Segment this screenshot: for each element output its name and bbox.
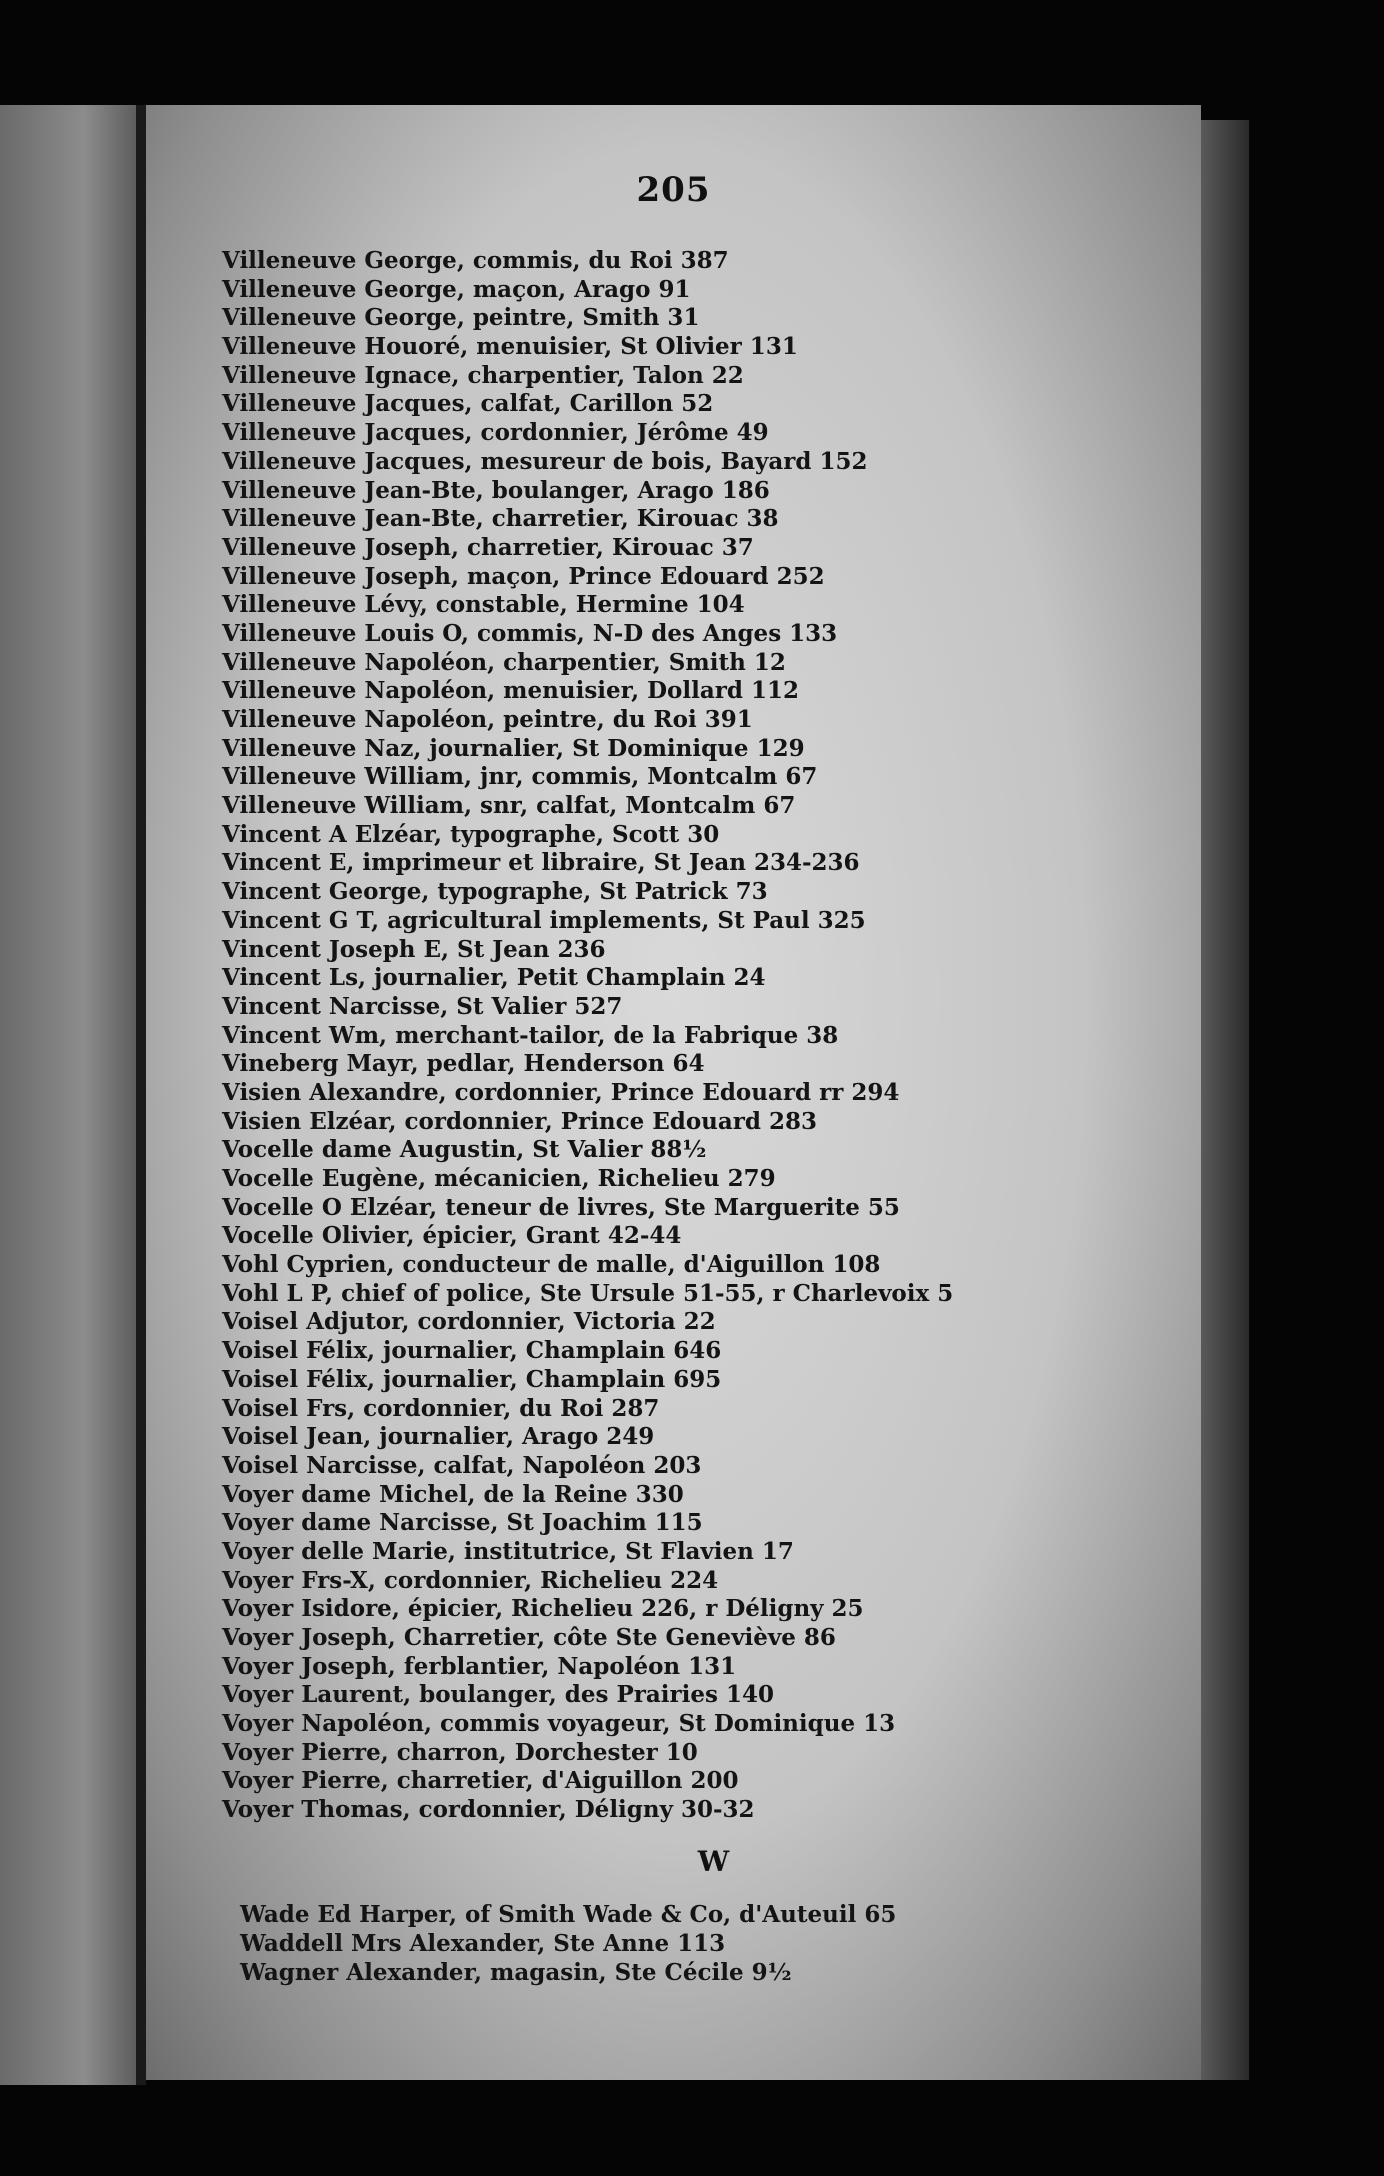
directory-entry: Villeneuve Napoléon, peintre, du Roi 391: [222, 706, 753, 733]
directory-entry: Villeneuve Lévy, constable, Hermine 104: [222, 591, 745, 619]
directory-entry: Voyer Napoléon, commis voyageur, St Dominique 13: [222, 1710, 896, 1738]
directory-entry: Villeneuve Jacques, cordonnier, Jérôme 49: [222, 419, 769, 447]
directory-entry: Voyer Joseph, ferblantier, Napoléon 131: [222, 1652, 737, 1680]
directory-entry: Villeneuve William, jnr, commis, Montcalm 67: [222, 763, 818, 791]
directory-entry: Vincent Ls, journalier, Petit Champlain 24: [222, 964, 766, 992]
directory-entry: Vohl L P, chief of police, Ste Ursule 51-55, r Charlevoix 5: [222, 1279, 954, 1307]
directory-entry: Voisel Adjutor, cordonnier, Victoria 22: [222, 1308, 716, 1336]
directory-entry: Wagner Alexander, magasin, Ste Cécile 9½: [240, 1959, 792, 1986]
directory-entry: Vincent A Elzéar, typographe, Scott 30: [222, 820, 720, 848]
directory-entry: Vocelle dame Augustin, St Valier 88½: [222, 1136, 707, 1164]
directory-entry: Vocelle Eugène, mécanicien, Richelieu 279: [222, 1165, 776, 1192]
directory-entry: Voisel Narcisse, calfat, Napoléon 203: [222, 1451, 702, 1479]
directory-entry: Voisel Jean, journalier, Arago 249: [222, 1423, 655, 1451]
directory-entry: Vincent Joseph E, St Jean 236: [222, 935, 606, 963]
directory-entry: Vohl Cyprien, conducteur de malle, d'Aiguillon 108: [222, 1251, 881, 1279]
directory-entry: Voyer Thomas, cordonnier, Déligny 30-32: [222, 1796, 755, 1824]
directory-entry: Vocelle O Elzéar, teneur de livres, Ste Marguerite 55: [222, 1193, 900, 1221]
directory-entry: Villeneuve Ignace, charpentier, Talon 22: [222, 361, 744, 389]
directory-entries-v: [222, 247, 953, 1825]
directory-entry: Voisel Frs, cordonnier, du Roi 287: [222, 1394, 660, 1422]
directory-entry: Wade Ed Harper, of Smith Wade & Co, d'Auteuil 65: [240, 1901, 897, 1928]
directory-entry: Villeneuve Napoléon, menuisier, Dollard 112: [222, 677, 799, 705]
directory-entry: Vincent Wm, merchant-tailor, de la Fabrique 38: [222, 1021, 839, 1049]
book-gutter: [136, 105, 146, 2085]
directory-entry: Villeneuve Louis O, commis, N-D des Anges 133: [222, 619, 838, 647]
directory-entry: Villeneuve Jacques, mesureur de bois, Bayard 152: [222, 447, 868, 475]
page-edge-shadow: [1201, 120, 1249, 2080]
directory-entry: Voyer delle Marie, institutrice, St Flavien 17: [222, 1537, 794, 1565]
directory-entry: Villeneuve Joseph, charretier, Kirouac 37: [222, 533, 754, 561]
directory-entry: Villeneuve Jean-Bte, boulanger, Arago 186: [222, 476, 770, 504]
directory-entry: Voisel Félix, journalier, Champlain 646: [222, 1337, 722, 1365]
directory-entry: Voyer Frs-X, cordonnier, Richelieu 224: [222, 1566, 719, 1594]
directory-entry: Villeneuve Joseph, maçon, Prince Edouard 252: [222, 562, 825, 590]
facing-page-edge: [0, 105, 140, 2085]
directory-entry: Villeneuve Naz, journalier, St Dominique 129: [222, 734, 805, 762]
directory-entry: Voyer dame Michel, de la Reine 330: [222, 1480, 684, 1508]
page-number: 205: [636, 170, 711, 210]
directory-entry: Villeneuve George, peintre, Smith 31: [222, 304, 700, 332]
directory-entry: Vincent G T, agricultural implements, St Paul 325: [222, 906, 866, 934]
directory-entry: Visien Alexandre, cordonnier, Prince Edouard rr 294: [222, 1078, 900, 1106]
directory-entry: Voyer Joseph, Charretier, côte Ste Geneviève 86: [222, 1624, 836, 1651]
directory-entry: Voyer Pierre, charretier, d'Aiguillon 200: [222, 1767, 739, 1795]
directory-entry: Voyer Pierre, charron, Dorchester 10: [222, 1738, 698, 1766]
directory-entry: Waddell Mrs Alexander, Ste Anne 113: [240, 1930, 726, 1957]
directory-entry: Visien Elzéar, cordonnier, Prince Edouard 283: [222, 1107, 818, 1135]
directory-entry: Villeneuve Jean-Bte, charretier, Kirouac 38: [222, 505, 779, 533]
directory-entry: Villeneuve Jacques, calfat, Carillon 52: [222, 390, 714, 418]
directory-entry: Vincent Narcisse, St Valier 527: [222, 992, 623, 1020]
directory-entry: Voyer Isidore, épicier, Richelieu 226, r Déligny 25: [222, 1595, 864, 1623]
directory-entry: Voyer dame Narcisse, St Joachim 115: [222, 1509, 703, 1537]
directory-entry: Villeneuve Napoléon, charpentier, Smith 12: [222, 648, 786, 676]
directory-entry: Vineberg Mayr, pedlar, Henderson 64: [222, 1050, 705, 1078]
directory-entry: Villeneuve George, maçon, Arago 91: [222, 275, 691, 303]
directory-entry: Villeneuve George, commis, du Roi 387: [222, 247, 729, 274]
directory-entry: Voyer Laurent, boulanger, des Prairies 140: [222, 1681, 774, 1709]
directory-entries-w: [240, 1900, 896, 1987]
section-letter: W: [697, 1845, 730, 1878]
directory-entry: Villeneuve William, snr, calfat, Montcalm 67: [222, 792, 796, 820]
directory-entry: Villeneuve Houoré, menuisier, St Olivier 131: [222, 333, 798, 361]
directory-entry: Voisel Félix, journalier, Champlain 695: [222, 1365, 722, 1393]
directory-page: [146, 105, 1201, 2080]
directory-entry: Vincent George, typographe, St Patrick 73: [222, 878, 768, 906]
directory-entry: Vincent E, imprimeur et libraire, St Jean 234-236: [222, 849, 860, 877]
directory-entry: Vocelle Olivier, épicier, Grant 42-44: [222, 1222, 682, 1250]
